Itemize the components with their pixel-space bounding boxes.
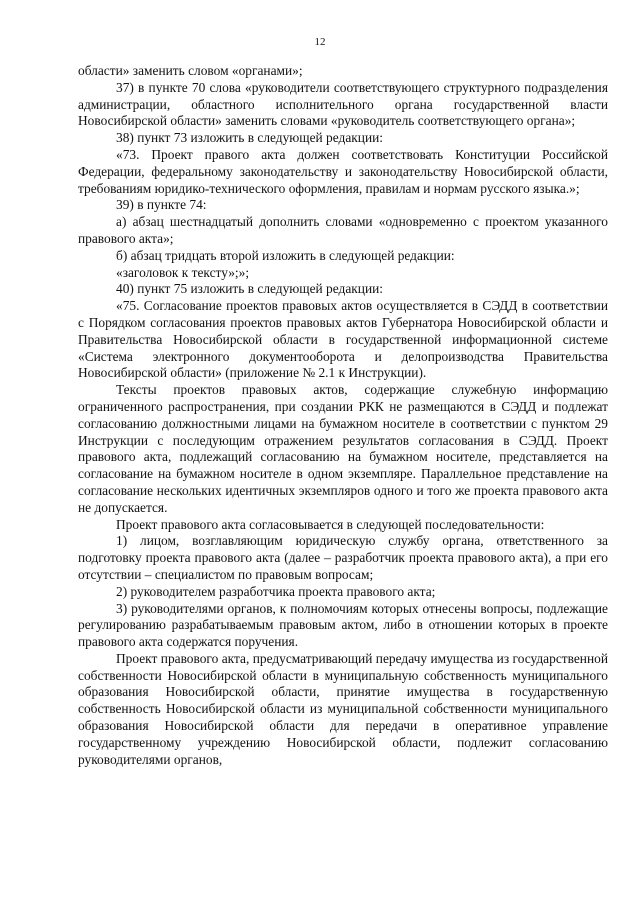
paragraph-point-75: «75. Согласование проектов правовых актов осуществляется в СЭДД в соответствии с Порядком согласования проектов правовых актов Губернатора Новосибирской области и Правительства Новосибирской области в государственной информационной системе «Система электронного документооборота и делопроизводства Правительства Новосибирской области» (приложение № 2.1 к Инструкции). [78,298,608,381]
paragraph-sequence-2: 2) руководителем разработчика проекта правового акта; [116,583,436,599]
paragraph-restricted-texts: Тексты проектов правовых актов, содержащие служебную информацию ограниченного распространения, при создании РКК не размещаются в СЭДД и подлежат согласованию должностными лицами на бумажном носителе в соответствии с пунктом 29 Инструкции с последующим отражением результатов согласования в СЭДД. Проект правового акта, подлежащий согласованию на бумажном носителе, представляется на согласование на бумажном носителе в одном экземпляре. Параллельное представление на согласование нескольких идентичных экземпляров одного и того же проекта правового акта не допускается. [78,382,608,515]
paragraph-item-40: 40) пункт 75 изложить в следующей редакции: [116,281,384,297]
paragraph-item-39: 39) в пункте 74: [116,197,207,213]
paragraph-continuation: области» заменить словом «органами»; [78,63,303,78]
paragraph-sequence-3: 3) руководителями органов, к полномочиям которых отнесены вопросы, подлежащие регулированию разрабатываемым правовым актом, либо в отношении которых в проекте правового акта содержатся поручения. [78,600,608,650]
page-number: 12 [314,36,326,48]
paragraph-property-transfer: Проект правового акта, предусматривающий передачу имущества из государственной собственности Новосибирской области в муниципальную собственность муниципального образования Новосибирской области, принятие имущества в государственную собственность Новосибирской области из муниципальной собственности муниципального образования Новосибирской области для передачи в оперативное управление государственному учреждению Новосибирской области, подлежит согласованию руководителями органов, [78,650,608,767]
paragraph-subitem-b: б) абзац тридцать второй изложить в следующей редакции: [116,247,455,263]
paragraph-item-37: 37) в пункте 70 слова «руководители соответствующего структурного подразделения администрации, областного исполнительного органа государственной власти Новосибирской области» заменить словами «руководитель соответствующего органа»; [78,79,608,129]
paragraph-heading-quote: «заголовок к тексту»;»; [116,264,250,280]
paragraph-point-73: «73. Проект правого акта должен соответствовать Конституции Российской Федерации, федеральному законодательству и законодательству Новосибирской области, требованиям юридико-технического оформления, правилам и нормам русского языка.»; [78,146,608,196]
paragraph-sequence-1: 1) лицом, возглавляющим юридическую службу органа, ответственного за подготовку проекта правового акта (далее – разработчик проекта правового акта), а при его отсутствии – специалистом по правовым вопросам; [78,533,608,582]
paragraph-item-38: 38) пункт 73 изложить в следующей редакции: [116,130,384,146]
paragraph-sequence-intro: Проект правового акта согласовывается в следующей последовательности: [116,516,545,532]
document-body [78,63,608,768]
paragraph-subitem-a: а) абзац шестнадцатый дополнить словами «одновременно с проектом указанного правового акта»; [78,214,608,246]
